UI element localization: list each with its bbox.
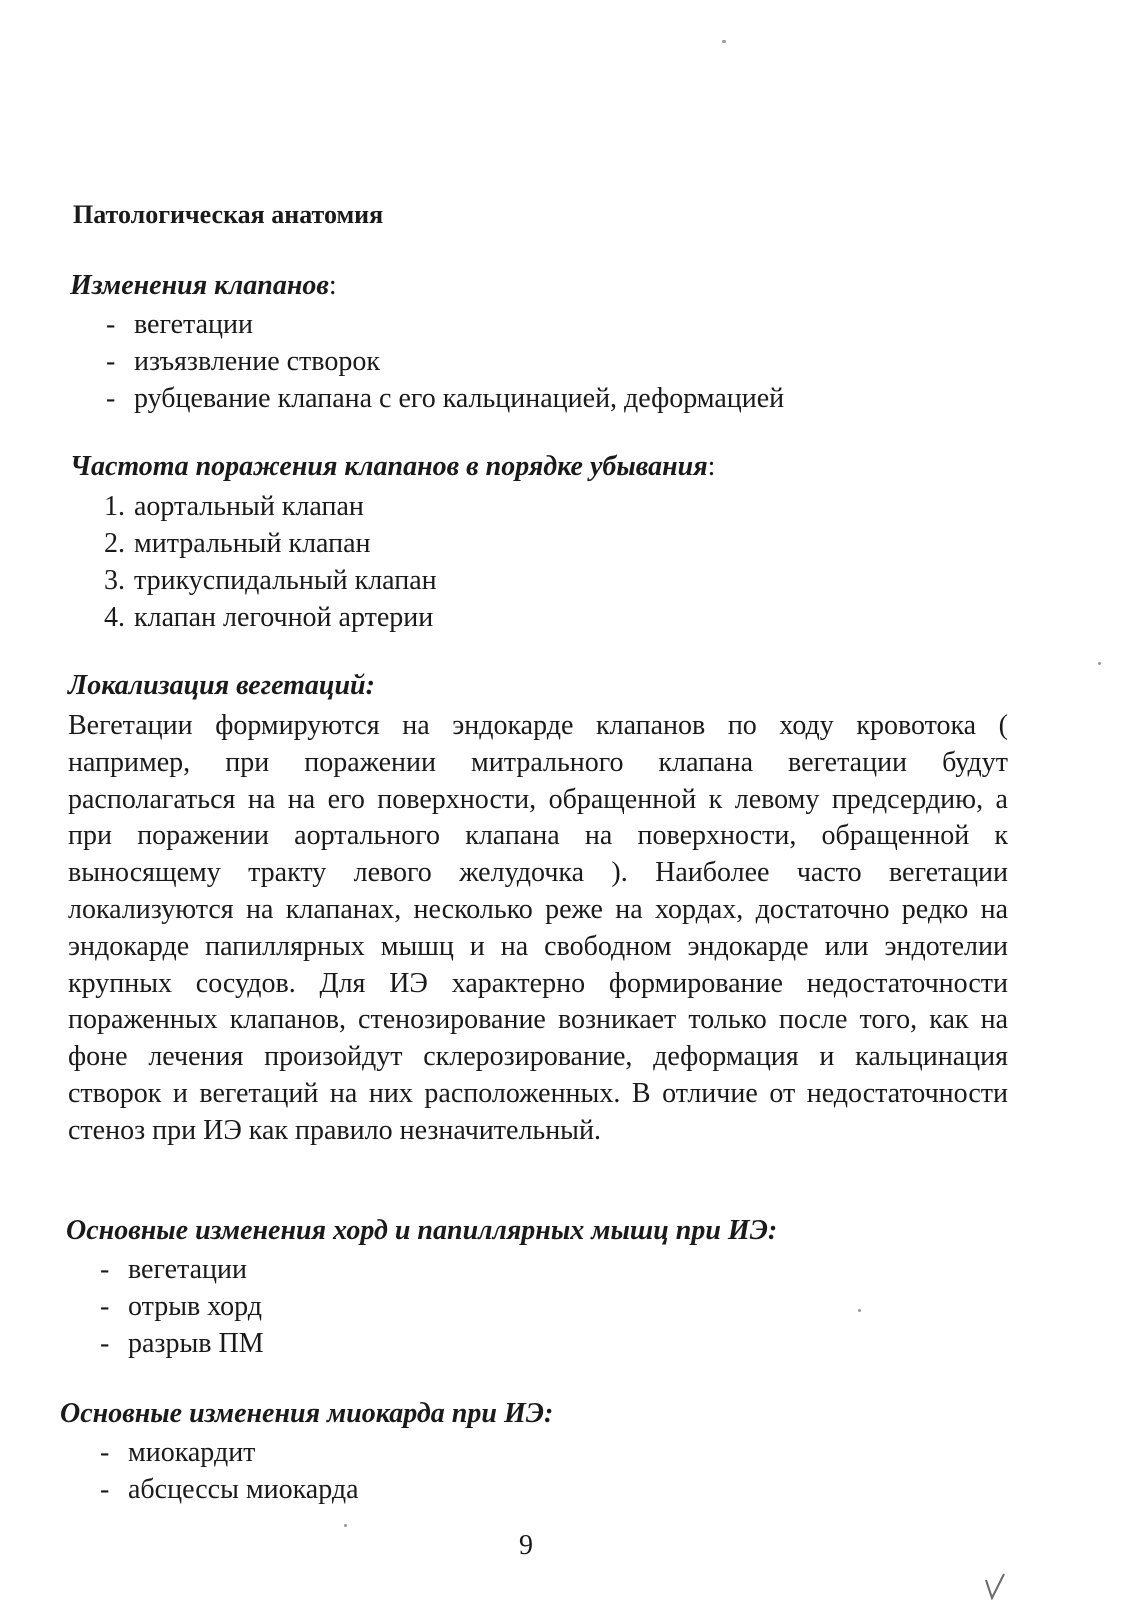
frequency-title-text: Частота поражения клапанов в порядке убывания: [70, 451, 708, 482]
dash-marker: -: [106, 346, 116, 377]
frequency-list: [104, 488, 437, 636]
valves-title-colon: :: [328, 270, 337, 301]
list-item-text: отрыв хорд: [128, 1291, 263, 1322]
list-item-text: рубцевание клапана с его кальцинацией, деформацией: [134, 383, 785, 414]
list-item: [100, 1325, 264, 1362]
dash-marker: -: [100, 1254, 110, 1285]
list-item: [104, 488, 437, 525]
list-item-text: аортальный клапан: [134, 491, 364, 522]
list-item-text: абсцессы миокарда: [128, 1474, 359, 1505]
list-item: [104, 599, 437, 636]
dash-marker: -: [106, 309, 116, 340]
list-item-text: трикуспидальный клапан: [134, 565, 437, 596]
list-item: [100, 1288, 264, 1325]
frequency-title: [70, 451, 715, 483]
list-item-text: митральный клапан: [134, 528, 371, 559]
dash-marker: -: [100, 1328, 110, 1359]
list-item-text: миокардит: [128, 1437, 256, 1468]
dash-marker: -: [106, 383, 116, 414]
dash-marker: -: [100, 1437, 110, 1468]
chords-title: Основные изменения хорд и папиллярных мышц при ИЭ:: [66, 1215, 778, 1246]
list-number: 1.: [104, 491, 125, 522]
list-item: [100, 1434, 359, 1471]
list-item: [104, 525, 437, 562]
localization-paragraph: Вегетации формируются на эндокарде клапанов по ходу кровотока ( например, при поражении митрального клапана вегетации будут располагаться на на его поверхности, обращенной к левому предсердию, а при поражении аортального клапана на поверхности, обращенной к выносящему тракту левого желудочка ). Наиболее часто вегетации локализуются на клапанах, несколько реже на хордах, достаточно редко на эндокарде папиллярных мышц и на свободном эндокарде или эндотелии крупных сосудов. Для ИЭ характерно формирование недостаточности пораженных клапанов, стенозирование возникает только после того, как на фоне лечения произойдут склерозирование, деформация и кальцинация створок и вегетаций на них расположенных. В отличие от недостаточности стеноз при ИЭ как правило незначительный.: [68, 710, 1008, 1146]
list-item: [106, 306, 784, 343]
list-item-text: клапан легочной артерии: [134, 602, 434, 633]
list-item: [106, 343, 784, 380]
dash-marker: -: [100, 1291, 110, 1322]
page-number: 9: [519, 1530, 533, 1561]
list-item: [100, 1471, 359, 1508]
list-item: [106, 380, 784, 417]
scan-speck: [344, 1524, 347, 1527]
list-item: [104, 562, 437, 599]
list-item-text: изъязвление створок: [134, 346, 380, 377]
scan-speck: [1098, 662, 1101, 665]
valves-title: [70, 270, 337, 302]
list-number: 2.: [104, 528, 125, 559]
myocardium-list: [100, 1434, 359, 1508]
myocardium-title: Основные изменения миокарда при ИЭ:: [60, 1398, 554, 1429]
valves-list: [106, 306, 784, 417]
chords-list: [100, 1251, 264, 1362]
section-heading: Патологическая анатомия: [73, 200, 384, 229]
list-item-text: вегетации: [134, 309, 253, 340]
list-item: [100, 1251, 264, 1288]
list-item-text: разрыв ПМ: [128, 1328, 264, 1359]
dash-marker: -: [100, 1474, 110, 1505]
frequency-title-colon: :: [707, 451, 716, 482]
scan-speck: [722, 40, 726, 43]
list-number: 3.: [104, 565, 125, 596]
valves-title-text: Изменения клапанов: [70, 270, 329, 301]
pen-mark: [980, 1572, 1010, 1600]
list-item-text: вегетации: [128, 1254, 247, 1285]
scan-speck: [858, 1309, 861, 1312]
list-number: 4.: [104, 602, 125, 633]
localization-title: Локализация вегетаций:: [68, 670, 375, 701]
